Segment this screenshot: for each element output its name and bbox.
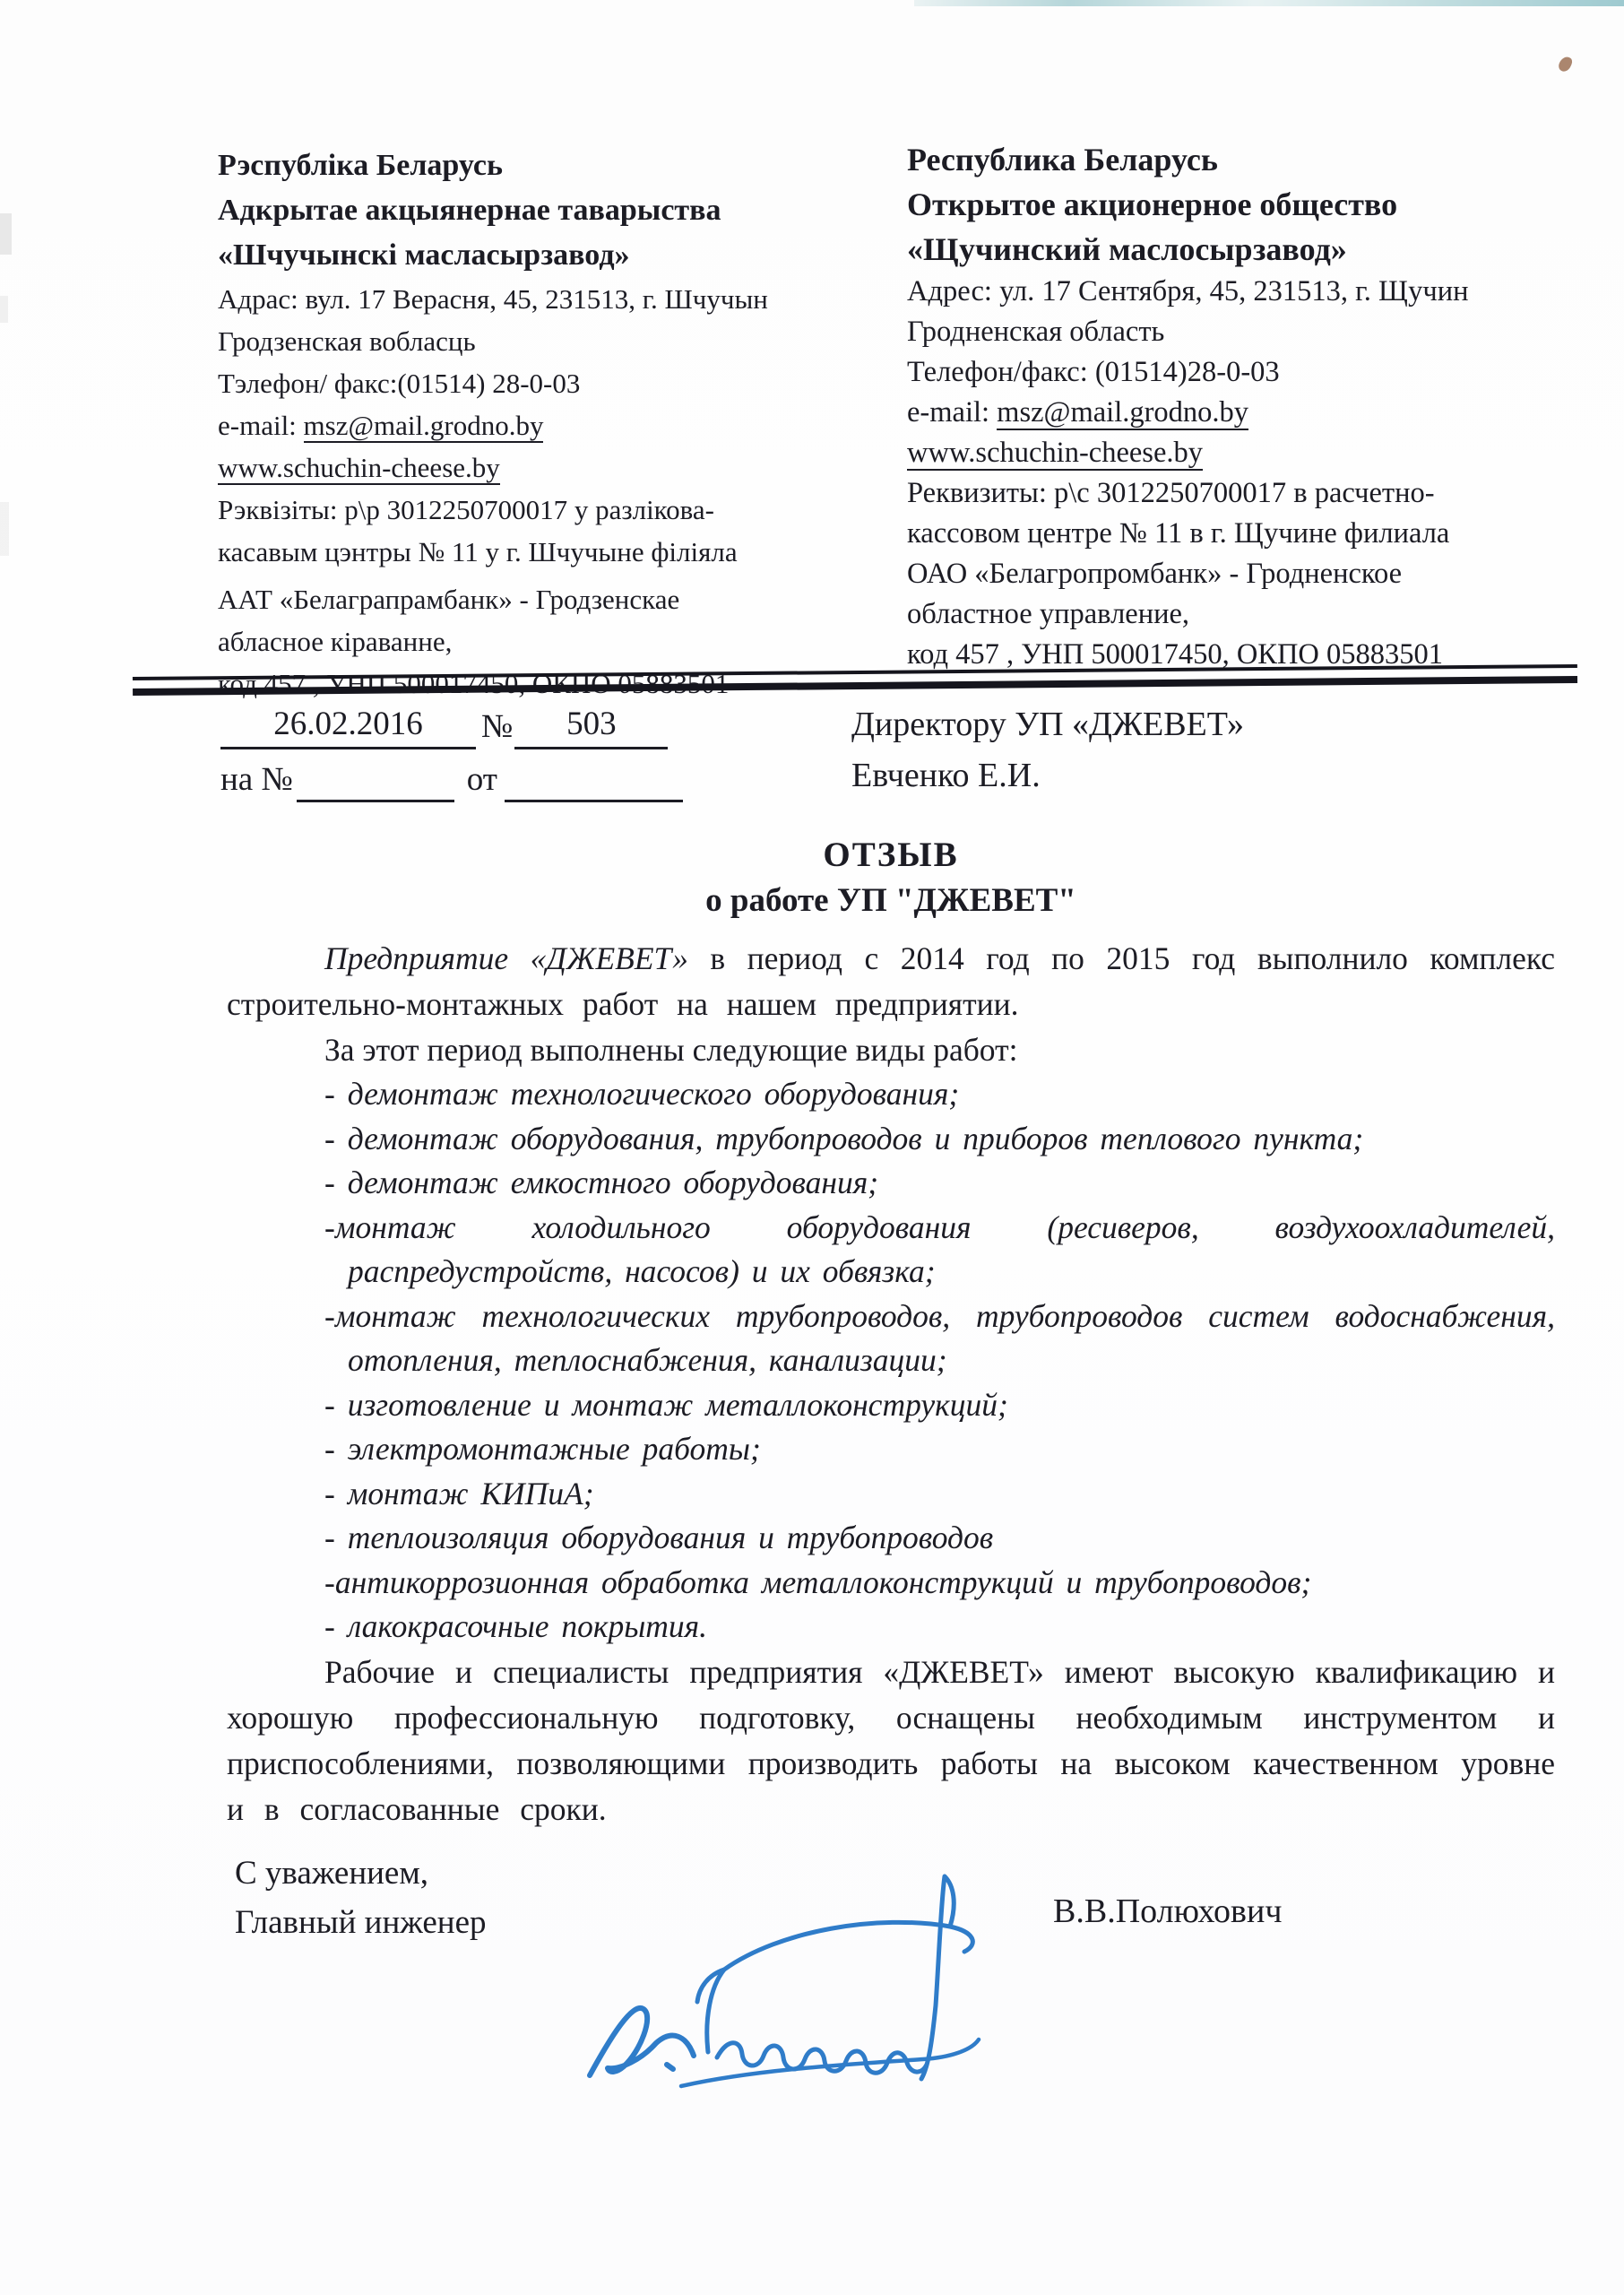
org-name: «Щучинский маслосырзавод» [907,231,1347,267]
handwritten-signature-ink [574,1840,1004,2109]
bank-line: абласное кіраванне, [218,626,453,657]
work-item: - монтаж КИПиА; [324,1475,594,1511]
phone-line: Телефон/факс: (01514)28-0-03 [907,356,1280,388]
works-intro: За этот период выполнены следующие виды работ: [324,1032,1018,1068]
reference-row-date [220,705,683,749]
work-item: - теплоизоляция оборудования и трубопроводов [324,1520,994,1555]
work-item: -монтаж холодильного оборудования (ресиверов, воздухоохладителей, распредустройств, насосов) и их обвязка; [324,1208,1555,1289]
intro-rest: в период с 2014 год по 2015 год выполнило комплекс строительно-монтажных работ на нашем предприятии. [227,940,1555,1022]
reference-row-reply [220,760,683,802]
reference-block [220,705,683,802]
website-line [907,433,1588,473]
recipient-title: Директору УП «ДЖЕВЕТ» [851,706,1245,743]
scan-smudge [0,502,9,556]
email-line [907,393,1588,433]
country-name: Рэспубліка Беларусь [218,149,503,182]
address-line: Гродненская область [907,316,1165,348]
requisites-line: Рэквізіты: р\р 3012250700017 у разлікова- [218,494,714,525]
reply-to-label: на № [220,761,293,798]
address-line: Адрас: вул. 17 Верасня, 45, 231513, г. Шчучын [218,283,768,315]
intro-lead: Предприятие «ДЖЕВЕТ» [324,940,688,976]
letterhead-belarusian [218,143,845,705]
salutation: С уважением, [235,1855,429,1892]
signer-position: Главный инженер [235,1904,487,1941]
org-type: Открытое акционерное общество [907,186,1398,222]
document-number: 503 [514,705,668,749]
scan-smudge [0,296,8,323]
org-type: Адкрытае акцыянернае таварыства [218,194,721,227]
country-name: Республика Беларусь [907,142,1218,178]
requisites-line: кассовом центре № 11 в г. Щучине филиала [907,517,1450,550]
email-address: msz@mail.grodno.by [303,410,544,441]
website-url: www.schuchin-cheese.by [218,452,500,483]
website-url: www.schuchin-cheese.by [907,437,1203,469]
closing-block [235,1849,487,1947]
address-line: Гродзенская вобласць [218,325,476,357]
work-item: -монтаж технологических трубопроводов, трубопроводов систем водоснабжения, отопления, теплоснабжения, канализации; [324,1297,1555,1378]
website-line [218,446,845,489]
codes-line: код 457 , УНП 500017450, ОКПО 05883501 [218,668,730,699]
address-line: Адрес: ул. 17 Сентября, 45, 231513, г. Щучин [907,275,1469,307]
email-label: e-mail: [218,410,304,441]
scan-smudge [0,213,12,255]
work-item: - лакокрасочные покрытия. [324,1608,708,1644]
signer-name: В.В.Полюхович [1053,1892,1283,1930]
works-list [227,1072,1555,1650]
codes-line: код 457 , УНП 500017450, ОКПО 05883501 [907,638,1444,671]
work-item: -антикоррозионная обработка металлоконструкций и трубопроводов; [324,1563,1312,1600]
intro-paragraph [227,936,1555,1027]
from-date-blank [505,762,683,802]
work-item: - демонтаж оборудования, трубопроводов и приборов теплового пункта; [324,1120,1364,1156]
phone-line: Тэлефон/ факс:(01514) 28-0-03 [218,368,581,399]
recipient-block [851,699,1244,801]
paper-speck [1557,55,1574,74]
number-sign: № [481,708,514,745]
reply-number-blank [297,762,454,802]
work-item: - демонтаж емкостного оборудования; [324,1165,879,1200]
org-name: «Шчучынскі масласырзавод» [218,238,630,272]
recipient-name: Евченко Е.И. [851,757,1041,794]
bank-line: областное управление, [907,598,1190,630]
review-subtitle: о работе УП "ДЖЕВЕТ" [705,882,1076,919]
requisites-line: Реквизиты: р\с 3012250700017 в расчетно- [907,477,1435,509]
review-title: ОТЗЫВ [823,836,959,874]
bank-line: ОАО «Белагропромбанк» - Гродненское [907,558,1403,590]
work-item: - демонтаж технологического оборудования; [324,1076,960,1112]
bank-line: ААТ «Белаграпрамбанк» - Гродзенскае [218,584,680,615]
email-address: msz@mail.grodno.by [997,396,1249,429]
from-label: от [466,761,497,798]
work-item: - электромонтажные работы; [324,1431,761,1467]
requisites-line: касавым цэнтры № 11 у г. Шчучыне філіяла [218,536,738,567]
email-line [218,404,845,446]
review-body [227,836,1555,1832]
scan-edge-artifact [914,0,1624,6]
document-date: 26.02.2016 [220,705,476,749]
summary-paragraph: Рабочие и специалисты предприятия «ДЖЕВЕТ» имеют высокую квалификацию и хорошую профессиональную подготовку, оснащены необходимым инструментом и приспособлениями, позволяющими производить работы на высоком качественном уровне и в согласованные сроки. [227,1653,1555,1827]
email-label: e-mail: [907,396,998,429]
work-item: - изготовление и монтаж металлоконструкций; [324,1386,1008,1423]
letterhead-russian [907,137,1588,675]
